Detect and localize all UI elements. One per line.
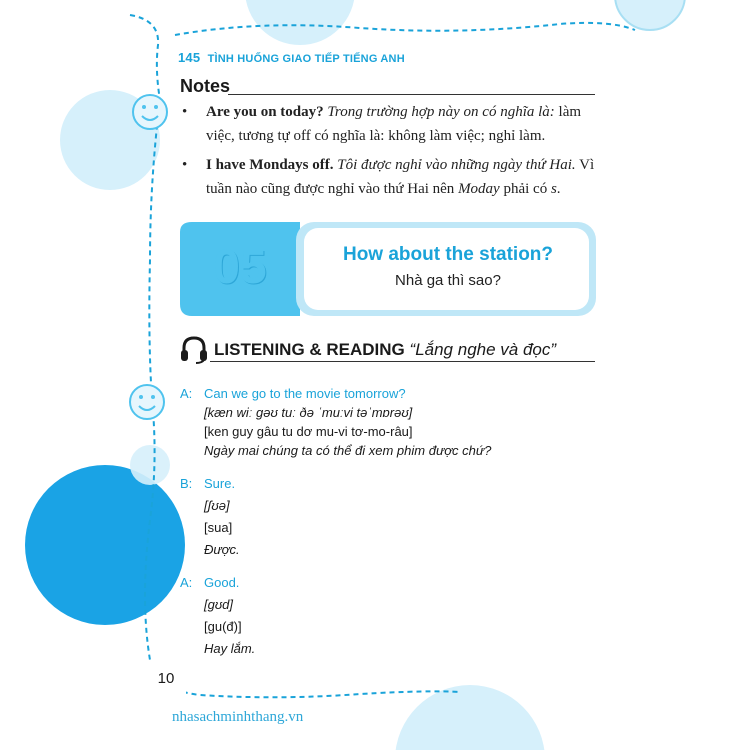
ipa-line: [ʃʊə] — [204, 498, 230, 513]
pronunciation-line: [ken guy gâu tu dơ mu-vi tơ-mo-râu] — [204, 424, 413, 439]
website-footer: nhasachminhthang.vn — [172, 709, 304, 725]
deco-circle-bottom — [395, 685, 545, 750]
speaker-label: A: — [180, 386, 193, 401]
deco-circle-top-right — [615, 0, 685, 30]
ipa-line: [kæn wiː gəʊ tuː ðə ˈmuːvi təˈmɒrəʊ] — [204, 405, 413, 420]
headset-icon — [180, 334, 208, 364]
smiley-icon — [133, 95, 167, 129]
dialogue-turn — [180, 573, 600, 658]
pronunciation-line: [sua] — [204, 520, 233, 535]
deco-circle-blue — [25, 465, 185, 625]
note-meaning: Trong trường hợp này on có nghĩa là: — [327, 104, 555, 120]
deco-dashed-top — [175, 23, 635, 35]
notes-list — [182, 100, 600, 206]
list-item — [182, 153, 600, 201]
pronunciation-line: [gu(đ)] — [204, 619, 242, 634]
note-phrase: Are you on today? — [206, 104, 324, 120]
dialogue-turn — [180, 474, 600, 559]
note-punctuation: . — [556, 181, 561, 197]
section-divider — [210, 361, 595, 362]
bullet: • — [182, 157, 188, 173]
note-explanation: phải có — [503, 181, 548, 197]
header-number: 145 — [178, 50, 201, 65]
lesson-title-box — [304, 228, 589, 310]
translation-line: Hay lắm. — [204, 641, 256, 656]
note-phrase: I have Mondays off. — [206, 157, 334, 173]
section-title-text: LISTENING & READING — [214, 340, 405, 359]
ipa-line: [gʊd] — [204, 597, 234, 612]
translation-line: Được. — [204, 542, 240, 557]
speaker-label: B: — [180, 476, 193, 491]
notes-divider — [228, 94, 595, 95]
dialogue-turn — [180, 384, 600, 460]
speaker-label: A: — [180, 575, 193, 590]
lesson-subtitle: Nhà ga thì sao? — [395, 272, 501, 289]
english-line: Good. — [204, 575, 240, 590]
deco-circle-top — [245, 0, 355, 45]
notes-title: Notes — [180, 76, 231, 96]
english-line: Sure. — [204, 476, 236, 491]
lesson-number: 05 — [213, 241, 267, 294]
section-subtitle: “Lắng nghe và đọc” — [409, 340, 557, 359]
note-meaning: Tôi được nghỉ vào những ngày thứ Hai. — [337, 157, 576, 173]
page-number: 10 — [146, 662, 186, 696]
note-explanation: làm việc, tương tự off có nghĩa là: không làm việc; nghỉ làm. — [206, 104, 582, 144]
note-term: s — [550, 181, 557, 197]
english-line: Can we go to the movie tomorrow? — [204, 386, 406, 401]
lesson-title: How about the station? — [342, 244, 554, 265]
deco-circle-small — [130, 445, 170, 485]
smiley-icon — [130, 385, 164, 419]
dialogue — [180, 384, 600, 668]
note-explanation: Vì tuần nào cũng được nghỉ vào thứ Hai nên — [206, 157, 595, 197]
section-title — [214, 340, 556, 360]
note-term: Moday — [458, 181, 500, 197]
list-item — [182, 100, 600, 148]
bullet: • — [182, 104, 188, 120]
header-title: TÌNH HUỐNG GIAO TIẾP TIẾNG ANH — [207, 53, 405, 65]
translation-line: Ngày mai chúng ta có thể đi xem phim được chứ? — [204, 443, 492, 458]
running-header — [178, 50, 405, 65]
